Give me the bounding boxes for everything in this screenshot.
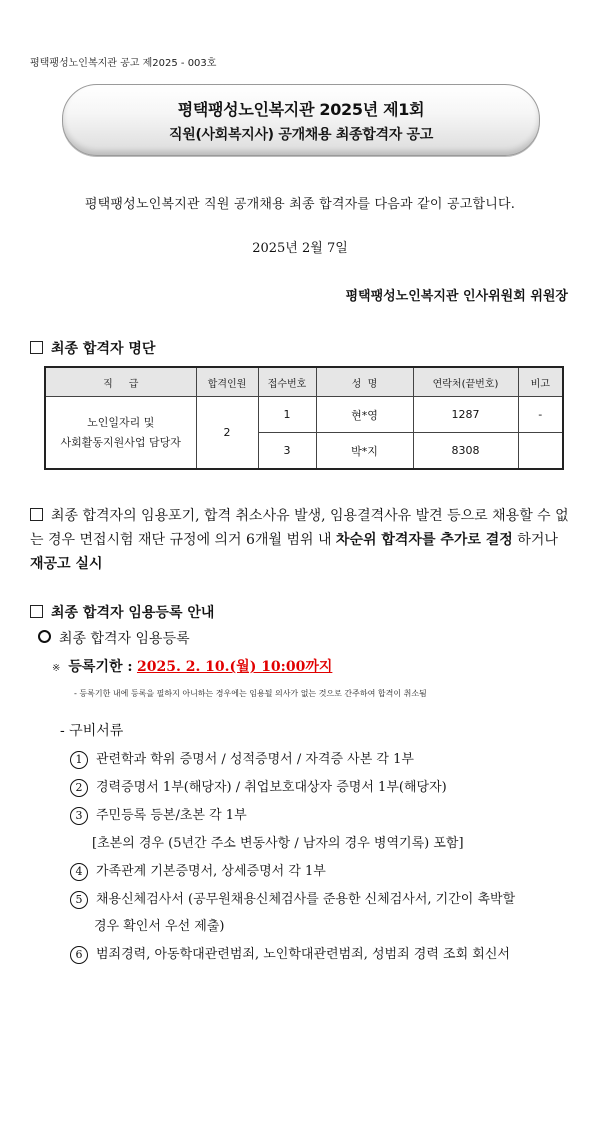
cell-note: - (518, 397, 563, 433)
doc-item (70, 748, 414, 769)
circled-number-icon: 5 (70, 891, 88, 909)
document-number: 평택팽성노인복지관 공고 제2025 - 003호 (30, 58, 217, 69)
circled-number-icon: 4 (70, 863, 88, 881)
registration-sub-text: 최종 합격자 임용등록 (59, 631, 190, 647)
circled-number-icon: 2 (70, 779, 88, 797)
checkbox-square-icon (30, 605, 43, 618)
doc-item (70, 888, 515, 909)
reference-mark: ※ (52, 663, 61, 674)
circle-bullet-icon (38, 630, 51, 643)
doc-item (70, 776, 447, 797)
circled-number-icon: 1 (70, 751, 88, 769)
registration-subheading (38, 628, 190, 648)
deadline-value: 2025. 2. 10.(월) 10:00까지 (136, 659, 333, 675)
announcement-date: 2025년 2월 7일 (252, 241, 348, 256)
doc-item (70, 804, 247, 825)
cell-reception-no: 3 (258, 433, 316, 470)
cell-name: 현*영 (316, 397, 413, 433)
header-phone: 연락처(끝번호) (413, 367, 518, 397)
cell-phone: 1287 (413, 397, 518, 433)
header-count: 합격인원 (196, 367, 258, 397)
deadline-line (52, 656, 332, 676)
header-note: 비고 (518, 367, 563, 397)
section1-heading (30, 338, 155, 358)
job-line1: 노인일자리 및 (87, 415, 155, 429)
title-line1: 평택팽성노인복지관 2025년 제1회 (177, 99, 425, 119)
cell-reception-no: 1 (258, 397, 316, 433)
doc-item3-continuation: [초본의 경우 (5년간 주소 변동사항 / 남자의 경우 병역기록) 포함] (92, 836, 464, 851)
section2-text1: 최종 합격자의 임용포기, 합격 취소사유 발생, 임용결격사유 발견 등으로 채용할 수 없는 경우 면접시험 재단 규정에 의거 6개월 범위 내 (30, 508, 569, 548)
deadline-note: - 등록기한 내에 등록을 필하지 아니하는 경우에는 임용될 의사가 없는 것으로 간주하여 합격이 취소됨 (74, 689, 427, 698)
title-line2: 직원(사회복지사) 공개채용 최종합격자 공고 (169, 126, 433, 143)
checkbox-square-icon (30, 341, 43, 354)
cell-phone: 8308 (413, 433, 518, 470)
checkbox-square-icon (30, 508, 43, 521)
header-job: 직 급 (45, 367, 196, 397)
section2-paragraph (30, 504, 570, 576)
section2-bold1: 차순위 합격자를 추가로 결정 (335, 532, 513, 548)
circled-number-icon: 3 (70, 807, 88, 825)
section1-title: 최종 합격자 명단 (51, 341, 156, 357)
section3-title: 최종 합격자 임용등록 안내 (51, 605, 215, 621)
title-banner (62, 84, 540, 156)
doc-item-text: 경력증명서 1부(해당자) / 취업보호대상자 증명서 1부(해당자) (96, 780, 447, 795)
intro-text: 평택팽성노인복지관 직원 공개채용 최종 합격자를 다음과 같이 공고합니다. (84, 197, 516, 212)
doc-item-text: 주민등록 등본/초본 각 1부 (96, 808, 247, 823)
circled-number-icon: 6 (70, 946, 88, 964)
job-line2: 사회활동지원사업 담당자 (60, 435, 181, 449)
cell-name: 박*지 (316, 433, 413, 470)
section2-text2: 하거나 (512, 532, 558, 548)
doc-item5-continuation: 경우 확인서 우선 제출) (94, 919, 225, 934)
header-reception-no: 접수번호 (258, 367, 316, 397)
docs-heading: - 구비서류 (60, 723, 124, 739)
section3-heading (30, 602, 214, 622)
doc-item (70, 943, 510, 964)
passer-table (44, 366, 564, 470)
table-row (45, 397, 563, 433)
signer: 평택팽성노인복지관 인사위원회 위원장 (345, 289, 568, 304)
doc-item-text: 범죄경력, 아동학대관련범죄, 노인학대관련범죄, 성범죄 경력 조회 회신서 (96, 947, 510, 962)
header-name: 성 명 (316, 367, 413, 397)
doc-item-text: 채용신체검사서 (공무원채용신체검사를 준용한 신체검사서, 기간이 촉박할 (96, 892, 516, 907)
cell-job (45, 397, 196, 470)
doc-item (70, 860, 326, 881)
doc-item-text: 가족관계 기본증명서, 상세증명서 각 1부 (96, 864, 326, 879)
passer-table-wrap (44, 366, 562, 470)
deadline-label: 등록기한 : (68, 659, 133, 675)
table-header-row (45, 367, 563, 397)
cell-note (518, 433, 563, 470)
section2-bold2: 재공고 실시 (30, 556, 103, 572)
doc-item-text: 관련학과 학위 증명서 / 성적증명서 / 자격증 사본 각 1부 (96, 752, 414, 767)
cell-count: 2 (196, 397, 258, 470)
